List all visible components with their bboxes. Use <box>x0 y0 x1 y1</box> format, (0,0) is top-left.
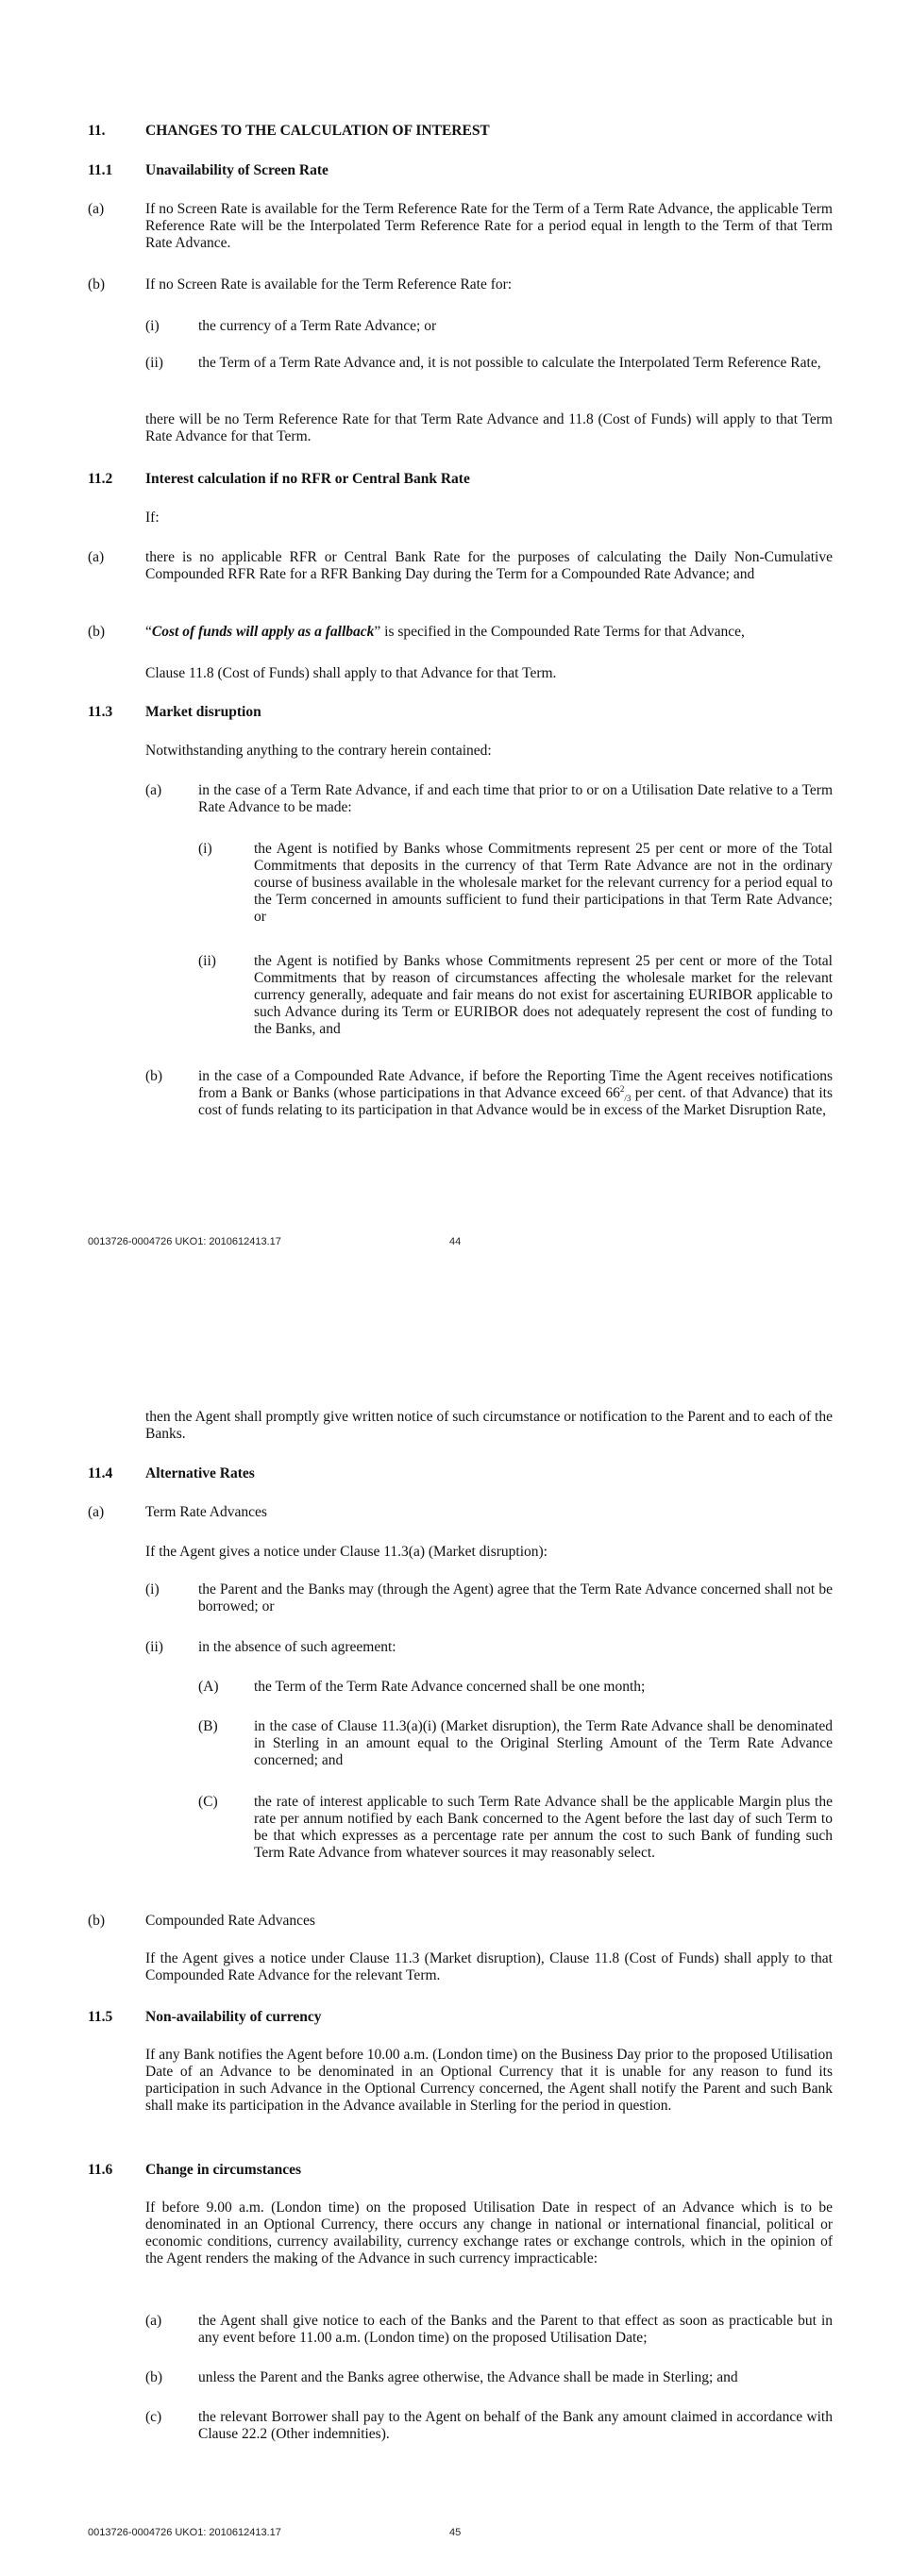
clause-11-4-b-heading: Compounded Rate Advances <box>145 1913 315 1929</box>
footer-reference: 0013726-0004726 UKO1: 2010612413.17 <box>88 1236 281 1247</box>
clause-11-3-b-label: (b) <box>145 1068 163 1084</box>
clause-11-3-a-i-label: (i) <box>198 841 212 857</box>
clause-11-2-a-text: there is no applicable RFR or Central Bank Rate for the purposes of calculating the Daily Non-Cumulative Compounded RFR Rate for a RFR Banking Day during the Term for a Compounded Rate Advance; and <box>145 549 833 582</box>
section-11-3-number: 11.3 <box>88 704 113 720</box>
clause-11-1-b-i-text: the currency of a Term Rate Advance; or <box>198 318 437 334</box>
clause-11-2-b-label: (b) <box>88 624 106 640</box>
clause-11-6-c-text: the relevant Borrower shall pay to the Agent on behalf of the Bank any amount claimed in accordance with Clause 22.2 (Other indemnities). <box>198 2409 833 2442</box>
section-11-6-number: 11.6 <box>88 2162 113 2178</box>
clause-11-6-c-label: (c) <box>145 2409 162 2425</box>
section-11-4-number: 11.4 <box>88 1465 113 1481</box>
clause-11-4-a-heading: Term Rate Advances <box>145 1504 267 1520</box>
clause-11-3-a-ii-text: the Agent is notified by Banks whose Commitments represent 25 per cent or more of the Total Commitments that by reason of circumstances affecting the wholesale market for the relevant currency generally, adequate and fair means do not exist for ascertaining EURIBOR applicable to such Advance during its Term or EURIBOR does not adequately represent the cost of funding to the Banks, and <box>254 953 833 1037</box>
clause-11-4-a-i-text: the Parent and the Banks may (through the Agent) agree that the Term Rate Advance concerned shall not be borrowed; or <box>198 1581 833 1614</box>
section-11-2-title: Interest calculation if no RFR or Central Bank Rate <box>145 471 470 487</box>
clause-11-1-closing: there will be no Term Reference Rate for that Term Rate Advance and 11.8 (Cost of Funds) will apply to that Term Rate Advance for that Term. <box>145 411 833 444</box>
footer-reference: 0013726-0004726 UKO1: 2010612413.17 <box>88 2527 281 2538</box>
page-45-carryover: then the Agent shall promptly give written notice of such circumstance or notification to the Parent and to each of the Banks. <box>145 1409 833 1442</box>
page-45 <box>0 1288 910 2576</box>
clause-11-5-text: If any Bank notifies the Agent before 10.00 a.m. (London time) on the Business Day prior to the proposed Utilisation Date of an Advance to be denominated in an Optional Currency that it is unable for any reason to fund its participation in such Advance in the Optional Currency concerned, the Agent shall notify the Parent and such Bank shall make its participation in the Advance available in Sterling for the period in question. <box>145 2047 833 2114</box>
section-11-5-title: Non-availability of currency <box>145 2009 322 2025</box>
clause-11-3-a-i-text: the Agent is notified by Banks whose Commitments represent 25 per cent or more of the Total Commitments that deposits in the currency of that Term Rate Advance are not in the ordinary course of business available in the wholesale market for the relevant currency for a period equal to the Term concerned in amounts sufficient to fund their participations in that Term Rate Advance; or <box>254 841 833 925</box>
clause-11-6-a-label: (a) <box>145 2313 162 2329</box>
clause-11-4-C-text: the rate of interest applicable to such Term Rate Advance shall be the applicable Margin plus the rate per annum notified by each Bank concerned to the Agent before the last day of such Term to be that which expresses as a percentage rate per annum the cost to such Bank of funding such Term Rate Advance from whatever sources it may reasonably select. <box>254 1794 833 1861</box>
clause-11-4-A-label: (A) <box>198 1679 219 1695</box>
clause-11-4-B-text: in the case of Clause 11.3(a)(i) (Market disruption), the Term Rate Advance shall be denominated in Sterling in an amount equal to the Original Sterling Amount of the Term Rate Advance concerned; and <box>254 1718 833 1768</box>
clause-11-4-b-label: (b) <box>88 1913 106 1929</box>
clause-11-1-a-text: If no Screen Rate is available for the Term Reference Rate for the Term of a Term Rate Advance, the applicable Term Reference Rate will be the Interpolated Term Reference Rate for a period equal in length to the Term of that Term Rate Advance. <box>145 201 833 251</box>
section-11-number: 11. <box>88 123 106 139</box>
clause-11-2-a-label: (a) <box>88 549 105 565</box>
clause-11-2-intro: If: <box>145 510 160 526</box>
clause-11-4-a-ii-text: in the absence of such agreement: <box>198 1639 396 1655</box>
section-11-4-title: Alternative Rates <box>145 1465 255 1481</box>
clause-11-4-a-i-label: (i) <box>145 1581 160 1597</box>
clause-11-4-b-text: If the Agent gives a notice under Clause 11.3 (Market disruption), Clause 11.8 (Cost of Funds) shall apply to that Compounded Rate Advance for the relevant Term. <box>145 1950 833 1983</box>
section-11-2-number: 11.2 <box>88 471 113 487</box>
clause-11-6-b-label: (b) <box>145 2369 163 2385</box>
clause-11-3-a-ii-label: (ii) <box>198 953 216 969</box>
clause-11-4-C-label: (C) <box>198 1794 218 1810</box>
section-11-6-title: Change in circumstances <box>145 2162 302 2178</box>
clause-11-1-a-label: (a) <box>88 201 105 217</box>
section-11-title: CHANGES TO THE CALCULATION OF INTEREST <box>145 123 490 139</box>
clause-11-3-intro: Notwithstanding anything to the contrary herein contained: <box>145 743 492 759</box>
clause-11-1-b-ii-text: the Term of a Term Rate Advance and, it is not possible to calculate the Interpolated Term Reference Rate, <box>198 355 821 371</box>
clause-11-1-b-i-label: (i) <box>145 318 160 334</box>
clause-11-3-a-label: (a) <box>145 782 162 798</box>
clause-11-4-A-text: the Term of the Term Rate Advance concerned shall be one month; <box>254 1679 646 1695</box>
clause-11-3-b-text: in the case of a Compounded Rate Advance, if before the Reporting Time the Agent receives notifications from a Bank or Banks (whose participations in that Advance exceed $66^2_{/3}$ per cent. of that Advance) that its cost of funds relating to its participation in that Advance would be in excess of the Market Disruption Rate, <box>198 1068 833 1118</box>
clause-11-4-B-label: (B) <box>198 1718 218 1734</box>
clause-11-2-b-text: “Cost of funds will apply as a fallback” is specified in the Compounded Rate Terms for that Advance, <box>145 624 745 640</box>
clause-11-6-intro: If before 9.00 a.m. (London time) on the proposed Utilisation Date in respect of an Advance which is to be denominated in an Optional Currency, there occurs any change in national or international financial, political or economic conditions, currency availability, currency exchange rates or exchange controls, which in the opinion of the Agent renders the making of the Advance in such currency impracticable: <box>145 2200 833 2267</box>
clause-11-6-a-text: the Agent shall give notice to each of the Banks and the Parent to that effect as soon as practicable but in any event before 11.00 a.m. (London time) on the proposed Utilisation Date; <box>198 2313 833 2346</box>
clause-11-6-b-text: unless the Parent and the Banks agree otherwise, the Advance shall be made in Sterling; and <box>198 2369 738 2385</box>
clause-11-1-b-text: If no Screen Rate is available for the Term Reference Rate for: <box>145 276 513 293</box>
clause-11-3-a-text: in the case of a Term Rate Advance, if and each time that prior to or on a Utilisation Date relative to a Term Rate Advance to be made: <box>198 782 833 815</box>
section-11-1-title: Unavailability of Screen Rate <box>145 162 329 178</box>
section-11-5-number: 11.5 <box>88 2009 113 2025</box>
section-11-1-number: 11.1 <box>88 162 113 178</box>
page-number: 44 <box>449 1236 462 1247</box>
page-number: 45 <box>449 2527 462 2538</box>
section-11-3-title: Market disruption <box>145 704 261 720</box>
clause-11-4-a-label: (a) <box>88 1504 105 1520</box>
clause-11-4-a-intro: If the Agent gives a notice under Clause 11.3(a) (Market disruption): <box>145 1544 548 1560</box>
clause-11-1-b-label: (b) <box>88 276 106 293</box>
clause-11-1-b-ii-label: (ii) <box>145 355 163 371</box>
clause-11-2-closing: Clause 11.8 (Cost of Funds) shall apply to that Advance for that Term. <box>145 665 557 681</box>
clause-11-4-a-ii-label: (ii) <box>145 1639 163 1655</box>
